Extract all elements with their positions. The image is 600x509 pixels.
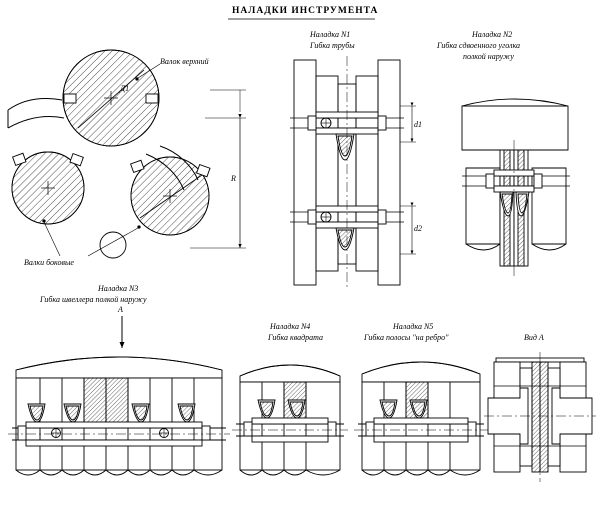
setup-n2-number: Наладка N2 xyxy=(472,30,513,39)
setup-n4-caption: Гибка квадрата xyxy=(268,333,324,342)
setup-n5-number: Наладка N5 xyxy=(393,322,434,331)
setup-n2-drawing xyxy=(462,99,570,276)
view-a-label: Вид А xyxy=(524,333,544,342)
setup-n3-caption: Гибка швеллера полкой наружу xyxy=(40,295,147,304)
setup-n3-drawing xyxy=(8,316,230,475)
label-top-roll: Валок верхний xyxy=(160,57,209,66)
setup-n3-section-mark: А xyxy=(118,305,123,314)
dimension-diameter: Д1 xyxy=(120,84,130,93)
setup-n5-drawing xyxy=(354,362,488,475)
view-a-drawing xyxy=(484,352,596,482)
setup-n4-number: Наладка N4 xyxy=(270,322,311,331)
setup-n1-dim-lower: d2 xyxy=(414,224,422,233)
setup-n1-caption: Гибка трубы xyxy=(310,41,355,50)
setup-n5-caption: Гибка полосы "на ребро" xyxy=(364,333,449,342)
setup-n3-number: Наладка N3 xyxy=(98,284,139,293)
setup-n1-drawing xyxy=(290,56,416,290)
setup-n1-number: Наладка N1 xyxy=(310,30,351,39)
setup-n2-caption-1: Гибка сдвоенного уголка xyxy=(437,41,521,50)
dimension-radius: R xyxy=(231,174,236,183)
setup-n4-drawing xyxy=(232,365,348,475)
label-side-rolls: Валки боковые xyxy=(24,258,74,267)
page-title: НАЛАДКИ ИНСТРУМЕНТА xyxy=(232,6,379,16)
main-view-rolls xyxy=(8,50,246,258)
setup-n2-caption-2: полкой наружу xyxy=(463,52,514,61)
setup-n1-dim-upper: d1 xyxy=(414,120,422,129)
